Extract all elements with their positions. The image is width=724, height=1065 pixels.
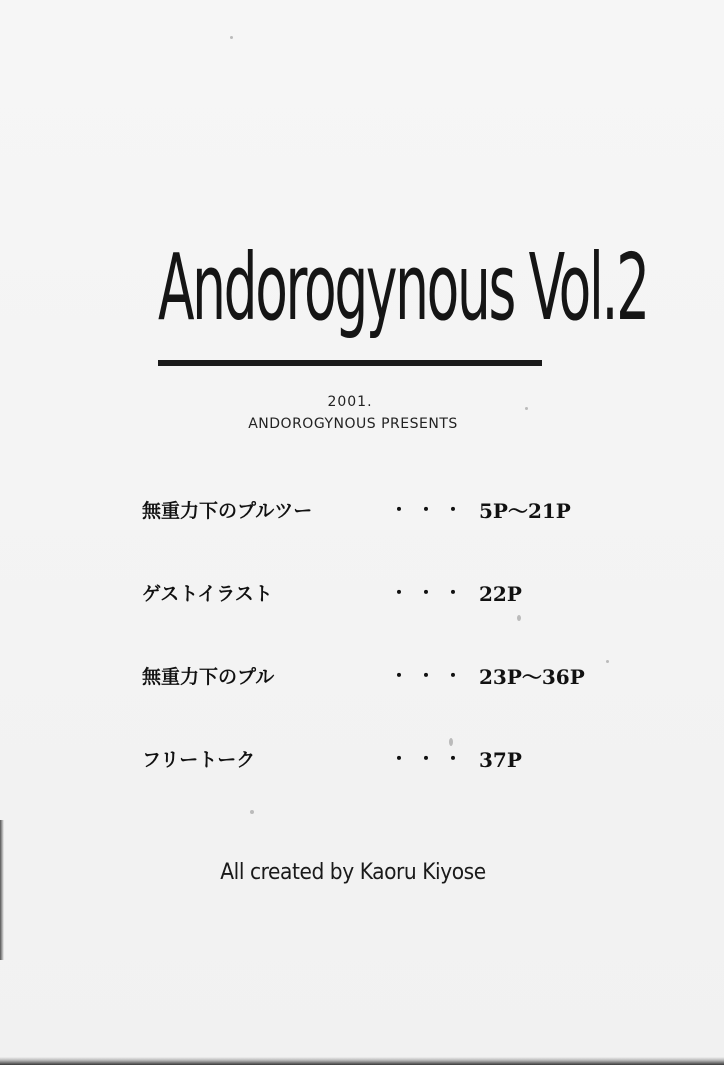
paper-speck	[606, 660, 609, 663]
page-edge-shadow	[0, 820, 4, 960]
toc-entry-title: 無重力下のプルツー	[142, 500, 313, 522]
toc-leader-dots: ・・・	[390, 666, 471, 687]
toc-page-range: 22P	[479, 582, 522, 606]
toc-leader-dots: ・・・	[390, 749, 471, 770]
paper-speck	[517, 615, 521, 621]
toc-entry-title: フリートーク	[142, 749, 256, 771]
paper-speck	[230, 36, 233, 39]
page-bottom-shadow	[0, 1057, 724, 1065]
toc-page-range: 23P～36P	[479, 665, 585, 689]
publisher-line: ANDOROGYNOUS PRESENTS	[248, 416, 458, 432]
publication-year: 2001.	[327, 394, 373, 410]
toc-row	[142, 496, 662, 579]
toc-entry-title: ゲストイラスト	[142, 583, 273, 605]
table-of-contents	[142, 496, 662, 828]
toc-row	[142, 662, 662, 745]
document-title: Andorogynous Vol.2	[158, 234, 648, 341]
toc-row	[142, 579, 662, 662]
toc-page-range: 5P～21P	[479, 499, 571, 523]
toc-entry-title: 無重力下のプル	[142, 666, 275, 688]
toc-leader-dots: ・・・	[390, 583, 471, 604]
title-underline	[158, 360, 542, 366]
toc-page-range: 37P	[479, 748, 522, 772]
paper-speck	[525, 407, 528, 410]
paper-speck	[250, 810, 254, 814]
toc-row	[142, 745, 662, 828]
paper-speck	[449, 738, 453, 746]
author-credit: All created by Kaoru Kiyose	[220, 860, 486, 885]
toc-leader-dots: ・・・	[390, 500, 471, 521]
